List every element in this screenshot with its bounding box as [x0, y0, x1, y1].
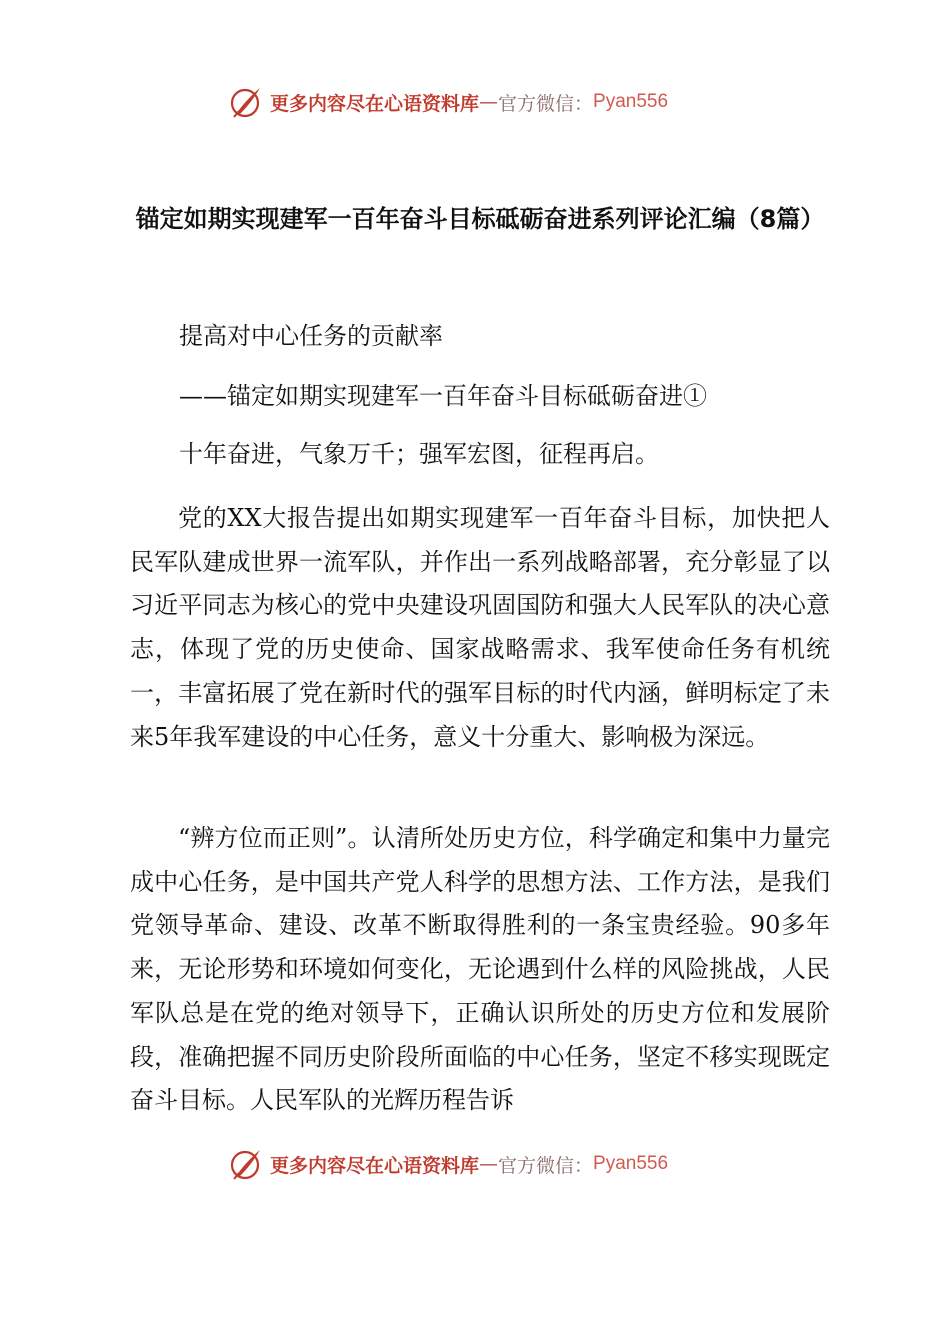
quill-pen-icon — [228, 84, 264, 120]
banner-dash: — — [479, 1153, 499, 1175]
body-paragraph-1: 党的XX大报告提出如期实现建军一百年奋斗目标，加快把人民军队建成世界一流军队，并作出一系列战略部署，充分彰显了以习近平同志为核心的党中央建设巩固国防和强大人民军队的决心意志，体现了党的历史使命、国家战略需求、我军使命任务有机统一，丰富拓展了党在新时代的强军目标的时代内涵，鲜明标定了未来5年我军建设的中心任务，意义十分重大、影响极为深远。 — [130, 504, 830, 751]
document-title: 锚定如期实现建军一百年奋斗目标砥砺奋进系列评论汇编（8篇） — [135, 205, 825, 233]
footer-banner — [228, 1144, 728, 1184]
article-subtitle: 提高对中心任务的贡献率 — [179, 322, 443, 350]
banner-wechat-label: 官方微信： — [498, 1154, 594, 1177]
banner-wechat-label: 官方微信： — [498, 92, 594, 115]
body-paragraph-2: “辨方位而正则”。认清所处历史方位，科学确定和集中力量完成中心任务，是中国共产党人科学的思想方法、工作方法，是我们党领导革命、建设、改革不断取得胜利的一条宝贵经验。90多年来，无论形势和环境如何变化，无论遇到什么样的风险挑战，人民军队总是在党的绝对领导下，正确认识所处的历史方位和发展阶段，准确把握不同历史阶段所面临的中心任务，坚定不移实现既定奋斗目标。人民军队的光辉历程告诉 — [130, 824, 830, 1115]
banner-wechat-id: Pyan556 — [593, 91, 669, 112]
quill-pen-icon — [228, 1146, 264, 1182]
banner-library-text: 更多内容尽在心语资料库 — [270, 92, 480, 115]
header-banner — [228, 82, 728, 122]
banner-wechat-id: Pyan556 — [593, 1153, 669, 1174]
article-lead: ——锚定如期实现建军一百年奋斗目标砥砺奋进① — [179, 382, 707, 410]
banner-library-text: 更多内容尽在心语资料库 — [270, 1154, 480, 1177]
article-opening-line: 十年奋进，气象万千；强军宏图，征程再启。 — [179, 440, 659, 468]
banner-dash: — — [479, 91, 499, 113]
